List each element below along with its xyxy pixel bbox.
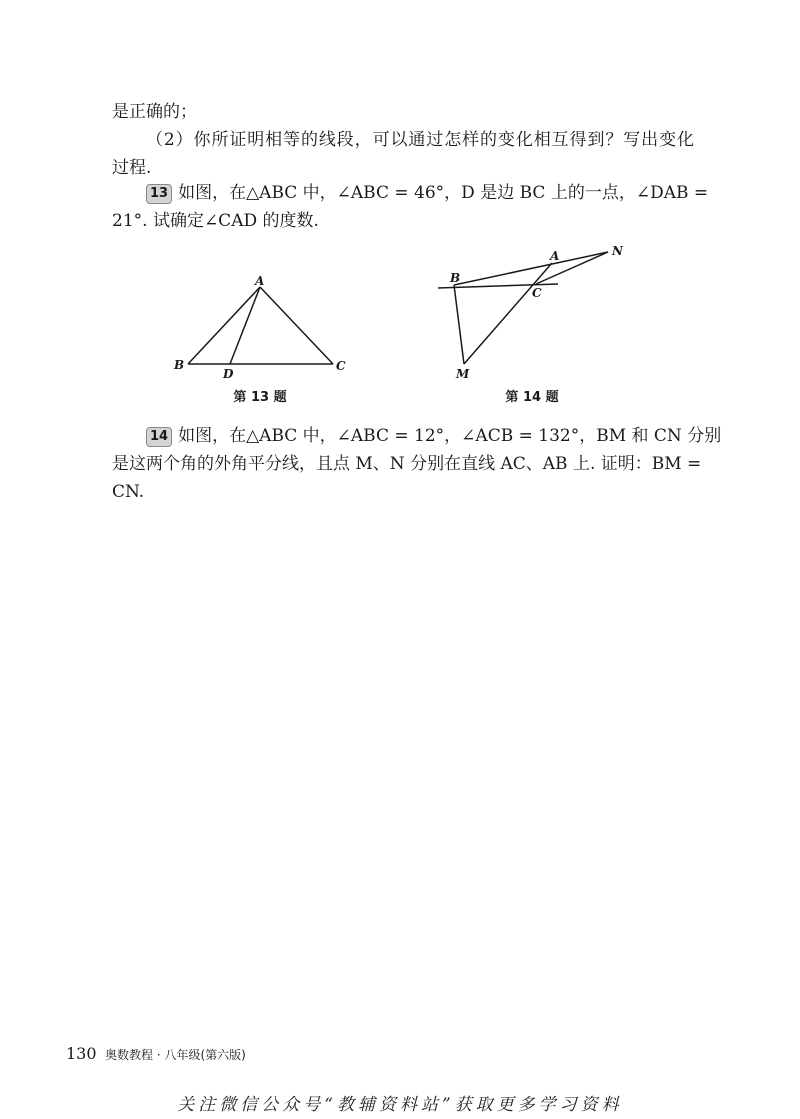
problem-13-number: 13 — [146, 184, 172, 204]
figure-14 — [430, 240, 640, 380]
label-b: B — [174, 358, 185, 372]
label-d: D — [223, 367, 234, 381]
problem-13-line-2: 21°. 试确定∠CAD 的度数. — [112, 211, 319, 231]
label-a: A — [255, 274, 265, 288]
problem-13-line-1 — [146, 181, 709, 205]
problem-14-number: 14 — [146, 427, 172, 447]
line-ma — [464, 263, 552, 364]
label-c: C — [532, 286, 542, 300]
problem-14-text-1: 如图，在△ABC 中，∠ABC = 12°，∠ACB = 132°，BM 和 CN 分别 — [178, 426, 722, 446]
segment-ad — [230, 287, 260, 364]
segment-ab — [188, 287, 260, 364]
segment-ac — [260, 287, 333, 364]
page-number: 130 — [66, 1044, 97, 1063]
text-line-1: 是正确的； — [112, 102, 197, 122]
text-line-2: （2）你所证明相等的线段，可以通过怎样的变化相互得到？写出变化 — [146, 130, 694, 150]
label-a: A — [550, 249, 560, 263]
problem-14-line-1 — [146, 424, 722, 448]
figure-13-diagram — [170, 270, 360, 385]
problem-13-text-1: 如图，在△ABC 中，∠ABC = 46°，D 是边 BC 上的一点，∠DAB = — [178, 183, 709, 203]
figure-14-caption: 第 14 题 — [505, 390, 559, 405]
text-line-3: 过程. — [112, 158, 152, 178]
page-footer — [66, 1044, 246, 1063]
line-bn — [454, 252, 608, 285]
figure-13-caption: 第 13 题 — [233, 390, 287, 405]
label-c: C — [336, 359, 346, 373]
label-m: M — [456, 367, 470, 380]
segment-bm — [454, 285, 464, 364]
label-b: B — [450, 271, 461, 285]
problem-14-line-2: 是这两个角的外角平分线，且点 M、N 分别在直线 AC、AB 上. 证明：BM = — [112, 454, 702, 474]
book-title: 奥数教程 · 八年级(第六版) — [105, 1048, 246, 1062]
figure-13 — [170, 270, 360, 385]
watermark-notice: 关注微信公众号“教辅资料站”获取更多学习资料 — [177, 1095, 623, 1115]
problem-14-line-3: CN. — [112, 482, 145, 502]
figure-14-diagram — [430, 240, 640, 380]
label-n: N — [612, 244, 623, 258]
